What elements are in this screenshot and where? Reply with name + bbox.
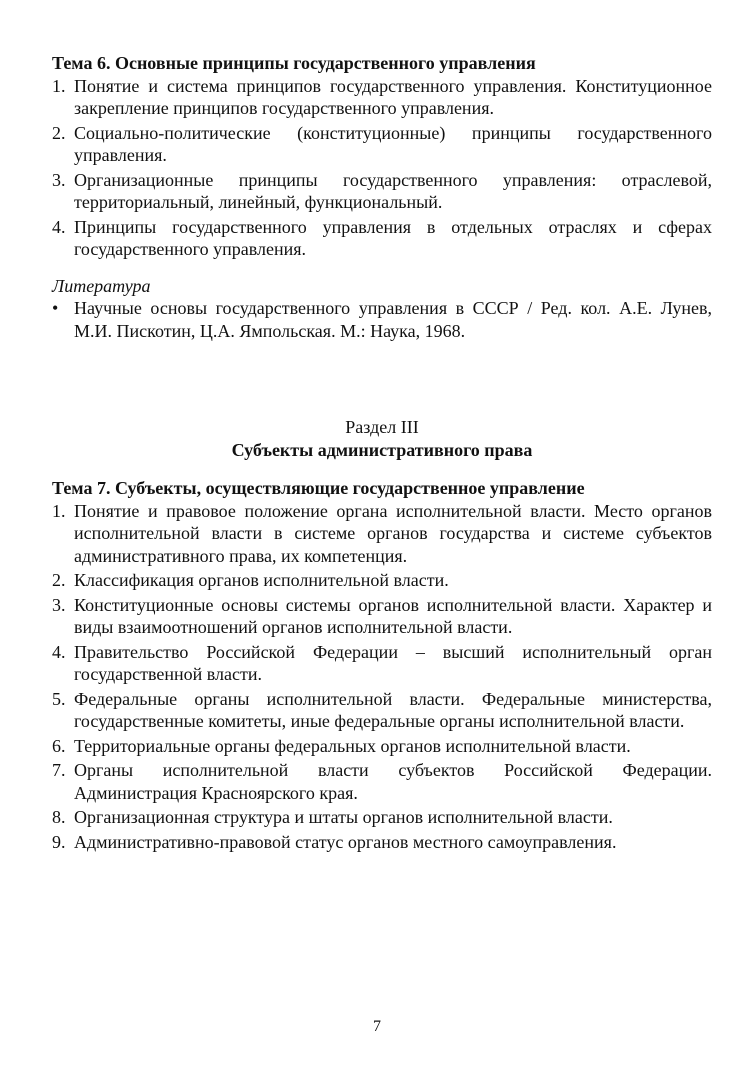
item-number: 4. (52, 216, 66, 237)
item-text: Принципы государственного управления в отдельных отраслях и сферах государственного управления. (74, 216, 712, 259)
list-item (52, 759, 712, 804)
list-item (52, 169, 712, 214)
item-text: Социально-политические (конституционные) принципы государственного управления. (74, 122, 712, 165)
list-item (52, 641, 712, 686)
list-item (52, 216, 712, 261)
item-text: Понятие и правовое положение органа исполнительной власти. Место органов исполнительной власти в системе органов государства и системе субъектов административного права, их компетенция. (74, 500, 712, 566)
item-text: Федеральные органы исполнительной власти. Федеральные министерства, государственные комитеты, иные федеральные органы исполнительной власти. (74, 688, 712, 731)
topic-6-list (52, 75, 712, 261)
item-text: Административно-правовой статус органов местного самоуправления. (74, 831, 617, 852)
item-number: 4. (52, 641, 66, 662)
item-number: 3. (52, 169, 66, 190)
list-item (52, 75, 712, 120)
list-item (52, 122, 712, 167)
section-label: Раздел III (345, 417, 419, 437)
item-text: Классификация органов исполнительной власти. (74, 570, 449, 590)
item-text: Организационная структура и штаты органов исполнительной власти. (74, 807, 613, 827)
item-number: 9. (52, 831, 66, 852)
bullet-icon: • (52, 298, 59, 318)
section-heading (52, 416, 712, 461)
list-item (52, 688, 712, 733)
topic-7-list (52, 500, 712, 854)
item-number: 2. (52, 122, 66, 143)
item-text: Территориальные органы федеральных органов исполнительной власти. (74, 735, 631, 756)
literature-item (52, 297, 712, 342)
literature (52, 275, 712, 343)
item-text: Конституционные основы системы органов исполнительной власти. Характер и виды взаимоотношений органов исполнительной власти. (74, 594, 712, 637)
list-item (52, 831, 712, 854)
item-number: 1. (52, 500, 66, 521)
item-number: 3. (52, 594, 66, 615)
topic-7-title: Тема 7. Субъекты, осуществляющие государственное управление (52, 478, 585, 498)
list-item (52, 594, 712, 639)
document-page (52, 52, 712, 855)
item-number: 7. (52, 760, 66, 780)
list-item (52, 500, 712, 568)
topic-6-title: Тема 6. Основные принципы государственного управления (52, 53, 536, 73)
item-text: Органы исполнительной власти субъектов Российской Федерации. Администрация Красноярского края. (74, 760, 712, 803)
item-text: Правительство Российской Федерации – высший исполнительный орган государственной власти. (74, 641, 712, 684)
list-item (52, 569, 712, 592)
list-item (52, 735, 712, 758)
item-text: Организационные принципы государственного управления: отраслевой, территориальный, линейный, функциональный. (74, 169, 712, 212)
page-number: 7 (373, 1018, 381, 1035)
item-number: 5. (52, 688, 66, 709)
item-number: 6. (52, 735, 66, 756)
item-number: 8. (52, 807, 66, 827)
literature-heading: Литература (52, 275, 151, 296)
item-text: Понятие и система принципов государственного управления. Конституционное закрепление принципов государственного управления. (74, 75, 712, 118)
section-title: Субъекты административного права (231, 439, 533, 460)
topic-7 (52, 477, 712, 853)
item-number: 2. (52, 570, 66, 590)
item-number: 1. (52, 75, 66, 96)
topic-6 (52, 52, 712, 261)
list-item (52, 806, 712, 829)
literature-text: Научные основы государственного управления в СССР / Ред. кол. А.Е. Лунев, М.И. Пискотин, Ц.А. Ямпольская. М.: Наука, 1968. (74, 298, 712, 341)
